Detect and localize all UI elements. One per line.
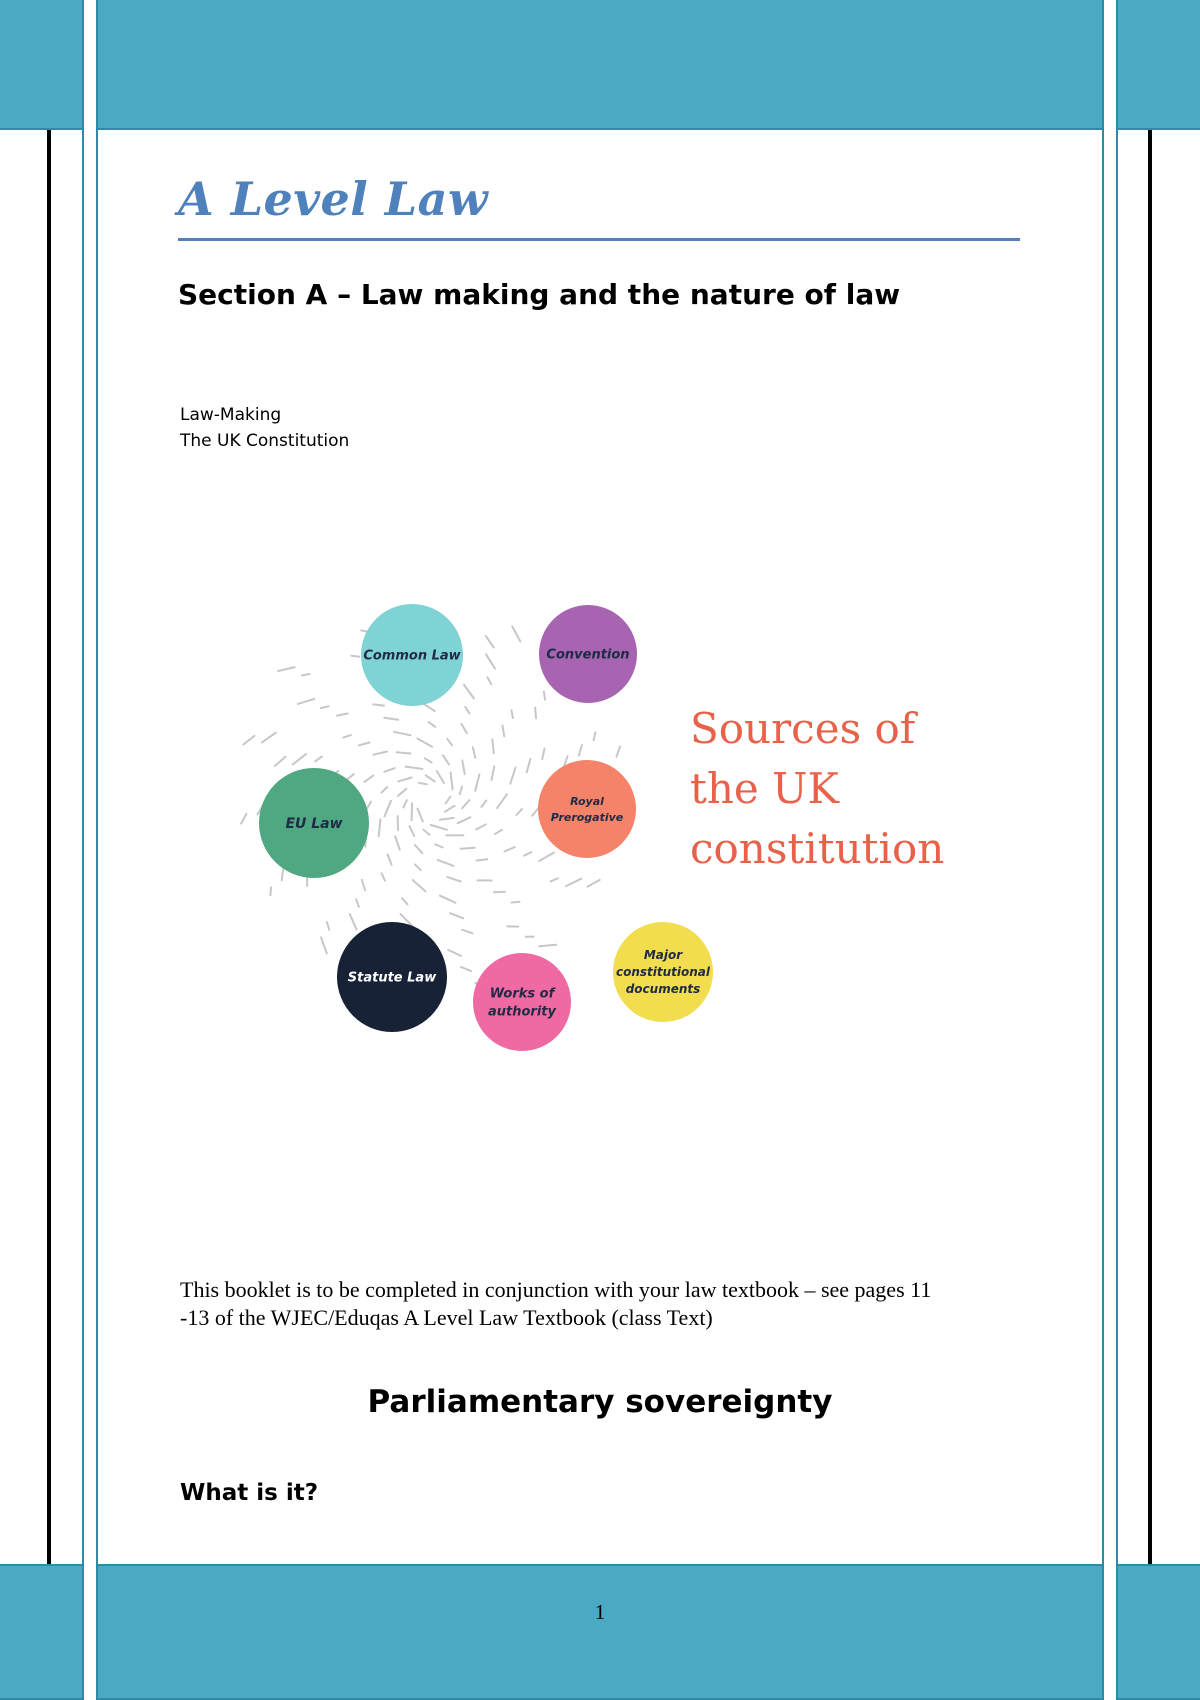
swirl-dash [445, 806, 454, 812]
header-band-left [0, 0, 84, 130]
parliamentary-sovereignty-heading: Parliamentary sovereignty [0, 1384, 1200, 1420]
swirl-dash [465, 707, 469, 714]
swirl-dash [384, 768, 394, 772]
swirl-dash [535, 708, 536, 719]
swirl-dash [429, 722, 436, 727]
footer-band-right [1116, 1564, 1200, 1700]
swirl-dash [321, 937, 327, 953]
swirl-dash [418, 809, 423, 822]
swirl-dash [321, 706, 329, 708]
source-circle-label: Major [644, 948, 683, 962]
swirl-dash [492, 766, 495, 780]
title-underline [178, 238, 1020, 241]
source-circle-label: Convention [546, 648, 629, 663]
swirl-dash [394, 732, 411, 736]
swirl-dash [270, 887, 271, 895]
swirl-dash [464, 685, 474, 699]
source-circle-label: Common Law [363, 649, 461, 664]
swirl-dash [327, 922, 329, 930]
swirl-dash [510, 768, 515, 784]
swirl-dash [579, 745, 582, 756]
swirl-dash [348, 774, 354, 779]
swirl-dash [379, 819, 381, 836]
subtopic-line: Law-Making [180, 405, 281, 425]
swirl-dash [450, 913, 463, 918]
document-title: A Level Law [178, 172, 488, 226]
page-edge-right [1102, 130, 1104, 1564]
swirl-dash [367, 802, 371, 809]
swirl-dash [413, 880, 426, 891]
swirl-dash [262, 733, 276, 743]
swirl-dash [406, 767, 423, 769]
source-circle [613, 922, 713, 1022]
swirl-dash [440, 896, 456, 903]
source-circle-label: Prerogative [551, 811, 624, 824]
swirl-dash [458, 817, 471, 823]
border-line-right [1148, 130, 1152, 1564]
margin-edge-left [82, 130, 84, 1564]
swirl-dash [351, 656, 359, 657]
source-circle-shape [538, 760, 636, 858]
source-circle [473, 953, 571, 1051]
swirl-dash [412, 803, 413, 820]
swirl-dash [447, 877, 460, 881]
swirl-dash [402, 898, 407, 904]
swirl-dash [512, 626, 520, 641]
swirl-dash [544, 692, 545, 700]
source-circle-label: Royal [570, 795, 604, 808]
swirl-dash [373, 752, 387, 755]
swirl-dash [503, 725, 505, 736]
swirl-dash [243, 736, 254, 745]
page-edge-left [96, 130, 98, 1564]
swirl-dash [487, 677, 491, 684]
swirl-dash [566, 879, 581, 886]
question-heading: What is it? [180, 1480, 318, 1506]
swirl-dash [437, 771, 444, 783]
swirl-dash [356, 899, 359, 907]
swirl-dash [517, 809, 522, 815]
swirl-dash [298, 699, 314, 704]
source-circle [361, 604, 463, 706]
swirl-dash [505, 847, 515, 851]
swirl-dash [395, 837, 400, 850]
swirl-dash [461, 967, 471, 971]
swirl-dash [616, 746, 620, 756]
swirl-dash [425, 758, 432, 762]
swirl-dash [398, 789, 406, 796]
source-circle-label: constitutional [616, 965, 711, 979]
swirl-dash [527, 759, 531, 773]
swirl-dash [476, 824, 486, 829]
swirl-dash [495, 830, 502, 834]
margin-edge-right [1116, 130, 1118, 1564]
swirl-dash [343, 735, 351, 738]
swirl-dash [594, 732, 596, 740]
intro-paragraph [180, 1276, 1030, 1332]
source-circle [259, 768, 369, 878]
swirl-dash [492, 739, 494, 753]
swirl-dash [302, 674, 310, 675]
swirl-dash [417, 739, 432, 747]
swirl-dash [350, 914, 357, 930]
swirl-dash [461, 724, 467, 734]
swirl-dash [462, 930, 472, 934]
footer-band-left [0, 1564, 84, 1700]
swirl-dash [410, 826, 415, 836]
swirl-dash [415, 865, 421, 871]
swirl-dash [293, 754, 306, 765]
swirl-dash [539, 945, 556, 946]
diagram-heading-line: Sources of [690, 704, 919, 753]
source-circle-label: Works of [490, 987, 557, 1002]
swirl-dash [542, 749, 544, 760]
swirl-dash [415, 845, 423, 853]
swirl-dash [438, 860, 454, 866]
swirl-dash [359, 743, 370, 746]
source-circles [259, 604, 713, 1051]
swirl-dash [460, 787, 462, 795]
swirl-dash [486, 654, 495, 668]
swirl-dash [476, 859, 487, 860]
source-circle-label: documents [626, 982, 701, 996]
swirl-dash [384, 801, 391, 817]
swirl-dash [497, 794, 507, 808]
swirl-dash [426, 775, 435, 781]
swirl-dash [388, 854, 392, 864]
swirl-dash [431, 825, 447, 830]
swirl-dash [461, 848, 475, 849]
source-circle-label: authority [488, 1005, 557, 1020]
swirl-dash [435, 844, 442, 847]
swirl-dash [278, 667, 295, 671]
swirl-dash [423, 830, 429, 835]
source-circle-shape [473, 953, 571, 1051]
swirl-dash [462, 760, 464, 774]
page-number: 1 [0, 1600, 1200, 1625]
swirl-dash [373, 704, 384, 705]
swirl-dash [440, 818, 454, 820]
swirl-dash [381, 787, 387, 793]
intro-line: This booklet is to be completed in conjunction with your law textbook – see pages 11 [180, 1276, 1030, 1304]
swirl-dash [451, 773, 453, 790]
footer-band [96, 1564, 1104, 1700]
swirl-dash [551, 878, 558, 881]
swirl-dash [475, 774, 479, 791]
swirl-dash [382, 873, 385, 880]
swirl-dash [481, 801, 486, 807]
sources-diagram-graphic [240, 590, 1000, 1070]
swirl-dash [448, 950, 461, 956]
swirl-dash [384, 718, 398, 720]
swirl-dash [282, 870, 283, 881]
swirl-dash [241, 814, 246, 824]
source-circle [538, 760, 636, 858]
swirl-dash [275, 757, 286, 766]
swirl-dash [397, 752, 411, 753]
header-band [96, 0, 1104, 130]
swirl-dash [486, 636, 494, 648]
swirl-dash [337, 714, 348, 716]
swirl-dash [588, 880, 600, 887]
diagram-heading-line: constitution [690, 824, 944, 873]
diagram-heading-line: the UK [690, 764, 841, 813]
swirl-dash [315, 757, 322, 762]
swirl-dash [364, 775, 373, 782]
section-heading: Section A – Law making and the nature of law [178, 278, 900, 311]
swirl-dash [511, 710, 513, 718]
swirl-dash [447, 739, 452, 745]
swirl-dash [512, 902, 520, 903]
swirl-dash [524, 852, 531, 856]
swirl-dash [403, 800, 406, 807]
sources-diagram [240, 590, 1000, 1070]
swirl-dash [539, 853, 554, 861]
header-band-right [1116, 0, 1200, 130]
swirl-dash [462, 800, 469, 808]
source-circle-label: EU Law [285, 816, 342, 832]
swirl-dash [446, 797, 451, 804]
border-line-left [47, 130, 51, 1564]
swirl-dash [362, 880, 365, 891]
subtopic-line: The UK Constitution [180, 431, 349, 451]
swirl-dash [398, 778, 411, 782]
swirl-dash [443, 755, 449, 764]
swirl-dash [419, 783, 427, 785]
swirl-dash [494, 892, 505, 893]
source-circle [337, 922, 447, 1032]
intro-line: -13 of the WJEC/Eduqas A Level Law Textbook (class Text) [180, 1304, 1030, 1332]
swirl-dash [473, 747, 476, 758]
source-circle-label: Statute Law [348, 971, 437, 986]
source-circle [539, 605, 637, 703]
